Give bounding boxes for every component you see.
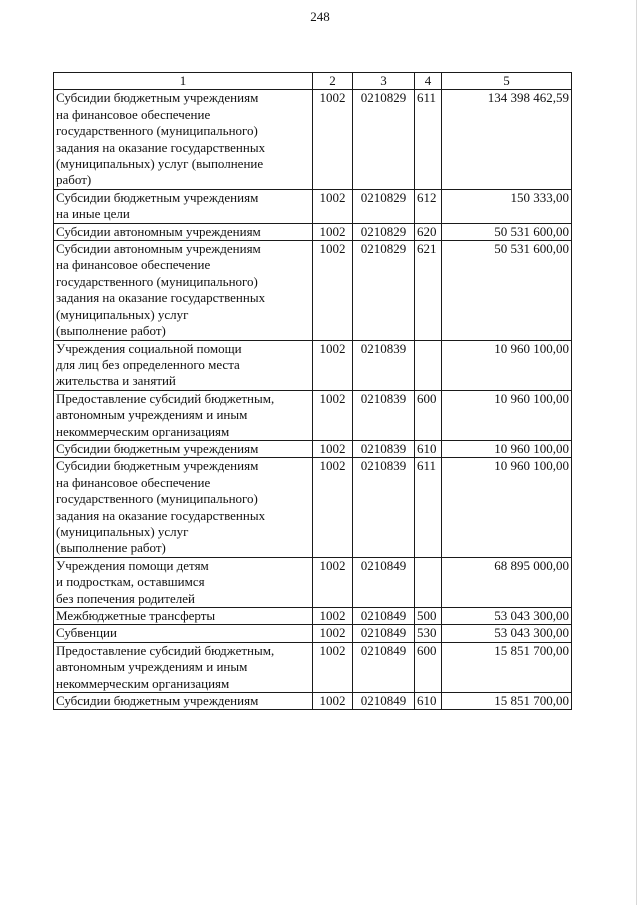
row-section: 1002 (313, 189, 353, 223)
row-section: 1002 (313, 241, 353, 340)
page-edge (636, 0, 637, 905)
row-expense-type: 530 (415, 625, 442, 642)
table-row (54, 90, 572, 189)
row-expense-type: 600 (415, 642, 442, 692)
row-target-article: 0210829 (353, 223, 415, 240)
table-row (54, 340, 572, 390)
row-section: 1002 (313, 608, 353, 625)
row-name: Предоставление субсидий бюджетным, автономным учреждениям и иным некоммерческим организациям (54, 390, 313, 440)
row-section: 1002 (313, 90, 353, 189)
row-expense-type (415, 557, 442, 607)
budget-table (53, 72, 572, 710)
row-section: 1002 (313, 642, 353, 692)
row-name: Субсидии бюджетным учреждениям на финансовое обеспечение государственного (муниципального) задания на оказание государственных (муниципальных) услуг (выполнение работ) (54, 90, 313, 189)
table-body (54, 90, 572, 710)
row-target-article: 0210829 (353, 90, 415, 189)
table-row (54, 693, 572, 710)
col-header-3: 3 (353, 73, 415, 90)
table-header-row (54, 73, 572, 90)
table-row (54, 642, 572, 692)
row-name: Учреждения помощи детям и подросткам, оставшимся без попечения родителей (54, 557, 313, 607)
table-row (54, 241, 572, 340)
row-sum: 53 043 300,00 (442, 625, 572, 642)
table-row (54, 440, 572, 457)
row-target-article: 0210839 (353, 458, 415, 557)
col-header-4: 4 (415, 73, 442, 90)
row-section: 1002 (313, 693, 353, 710)
page-number: 248 (310, 9, 330, 24)
row-name: Субсидии бюджетным учреждениям (54, 440, 313, 457)
row-sum: 10 960 100,00 (442, 340, 572, 390)
row-name: Предоставление субсидий бюджетным, автономным учреждениям и иным некоммерческим организациям (54, 642, 313, 692)
row-target-article: 0210849 (353, 608, 415, 625)
row-target-article: 0210849 (353, 625, 415, 642)
row-expense-type: 611 (415, 458, 442, 557)
row-expense-type: 610 (415, 440, 442, 457)
row-target-article: 0210829 (353, 241, 415, 340)
row-name: Субсидии автономным учреждениям (54, 223, 313, 240)
table-row (54, 557, 572, 607)
row-sum: 10 960 100,00 (442, 390, 572, 440)
row-target-article: 0210849 (353, 557, 415, 607)
row-target-article: 0210829 (353, 189, 415, 223)
row-name: Субсидии автономным учреждениям на финансовое обеспечение государственного (муниципального) задания на оказание государственных (муниципальных) услуг (выполнение работ) (54, 241, 313, 340)
row-expense-type: 610 (415, 693, 442, 710)
row-name: Субсидии бюджетным учреждениям на финансовое обеспечение государственного (муниципального) задания на оказание государственных (муниципальных) услуг (выполнение работ) (54, 458, 313, 557)
row-expense-type: 611 (415, 90, 442, 189)
row-sum: 10 960 100,00 (442, 458, 572, 557)
row-expense-type: 621 (415, 241, 442, 340)
row-section: 1002 (313, 390, 353, 440)
row-section: 1002 (313, 440, 353, 457)
row-sum: 15 851 700,00 (442, 642, 572, 692)
row-expense-type (415, 340, 442, 390)
col-header-2: 2 (313, 73, 353, 90)
row-target-article: 0210839 (353, 440, 415, 457)
row-section: 1002 (313, 458, 353, 557)
row-section: 1002 (313, 340, 353, 390)
table-row (54, 608, 572, 625)
table-row (54, 390, 572, 440)
row-section: 1002 (313, 223, 353, 240)
col-header-5: 5 (442, 73, 572, 90)
row-sum: 150 333,00 (442, 189, 572, 223)
row-target-article: 0210839 (353, 340, 415, 390)
row-sum: 50 531 600,00 (442, 223, 572, 240)
row-expense-type: 612 (415, 189, 442, 223)
row-section: 1002 (313, 625, 353, 642)
row-name: Учреждения социальной помощи для лиц без определенного места жительства и занятий (54, 340, 313, 390)
row-name: Субсидии бюджетным учреждениям на иные цели (54, 189, 313, 223)
col-header-1: 1 (54, 73, 313, 90)
row-sum: 10 960 100,00 (442, 440, 572, 457)
table-row (54, 189, 572, 223)
row-target-article: 0210839 (353, 390, 415, 440)
row-name: Межбюджетные трансферты (54, 608, 313, 625)
row-section: 1002 (313, 557, 353, 607)
table-row (54, 458, 572, 557)
table-row (54, 223, 572, 240)
row-sum: 68 895 000,00 (442, 557, 572, 607)
row-name: Субвенции (54, 625, 313, 642)
row-target-article: 0210849 (353, 693, 415, 710)
row-target-article: 0210849 (353, 642, 415, 692)
row-name: Субсидии бюджетным учреждениям (54, 693, 313, 710)
row-sum: 134 398 462,59 (442, 90, 572, 189)
row-expense-type: 600 (415, 390, 442, 440)
row-sum: 15 851 700,00 (442, 693, 572, 710)
row-sum: 53 043 300,00 (442, 608, 572, 625)
row-sum: 50 531 600,00 (442, 241, 572, 340)
table-row (54, 625, 572, 642)
row-expense-type: 500 (415, 608, 442, 625)
row-expense-type: 620 (415, 223, 442, 240)
